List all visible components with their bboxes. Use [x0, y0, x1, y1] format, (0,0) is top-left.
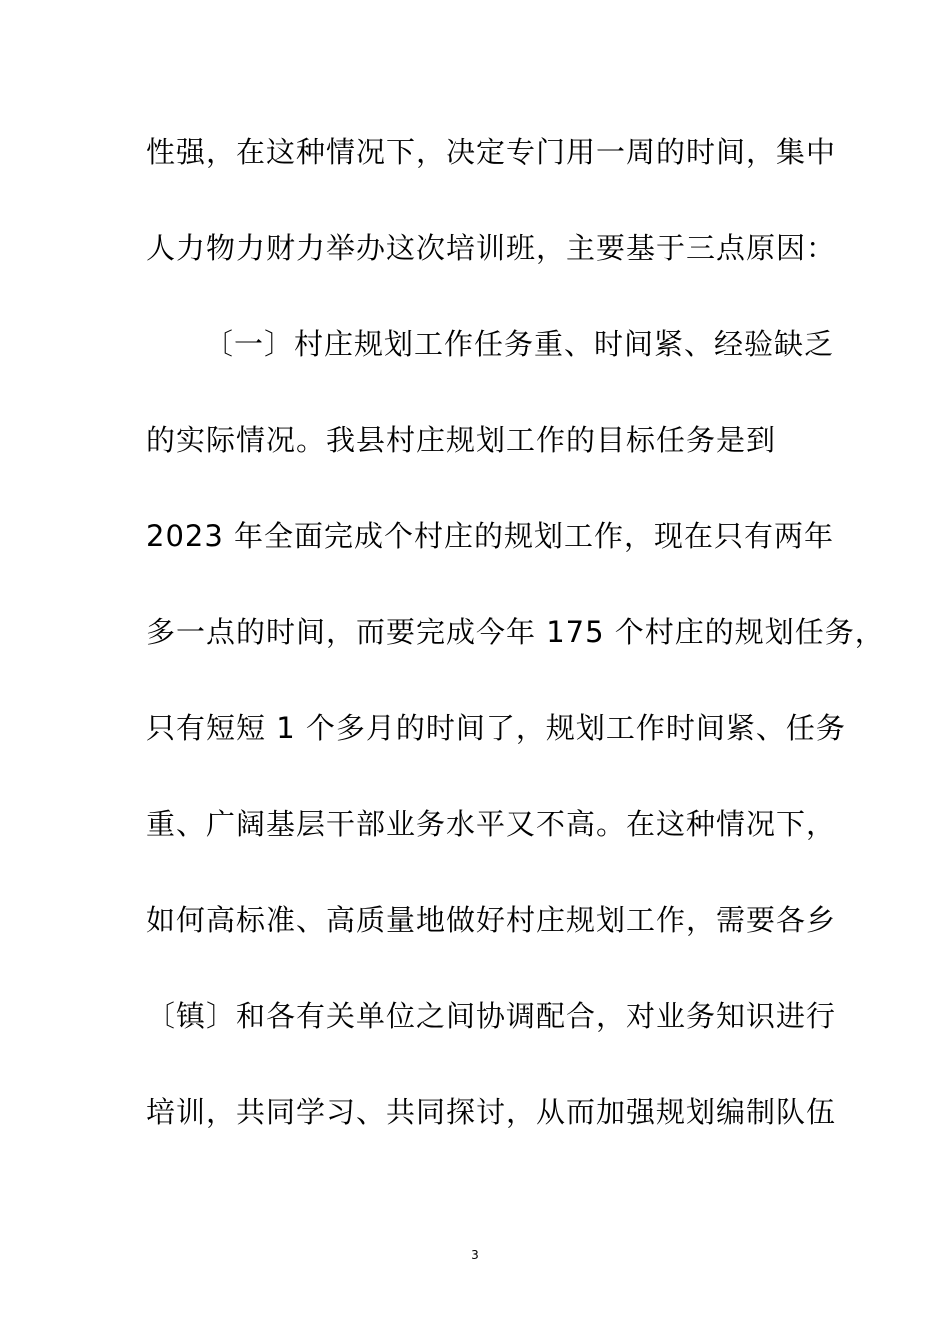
text-line-6: 多一点的时间，而要完成今年 175 个村庄的规划任务，	[146, 615, 885, 649]
text-line-2: 人力物力财力举办这次培训班，主要基于三点原因：	[146, 231, 837, 265]
text-line-8: 重、广阔基层干部业务水平又不高。在这种情况下，	[146, 807, 837, 841]
page-number: 3	[471, 1248, 479, 1262]
body-text	[146, 126, 885, 1182]
text-line-4: 的实际情况。我县村庄规划工作的目标任务是到	[146, 423, 777, 457]
text-line-1: 性强，在这种情况下，决定专门用一周的时间，集中	[146, 135, 837, 169]
text-line-5: 2023 年全面完成个村庄的规划工作，现在只有两年	[146, 519, 835, 553]
text-line-7: 只有短短 1 个多月的时间了，规划工作时间紧、任务	[146, 711, 846, 745]
text-line-10: 〔镇〕和各有关单位之间协调配合，对业务知识进行	[146, 999, 837, 1033]
text-line-11: 培训，共同学习、共同探讨，从而加强规划编制队伍	[146, 1095, 837, 1129]
text-line-3: 〔一〕村庄规划工作任务重、时间紧、经验缺乏	[204, 327, 835, 361]
text-line-9: 如何高标准、高质量地做好村庄规划工作，需要各乡	[146, 903, 837, 937]
